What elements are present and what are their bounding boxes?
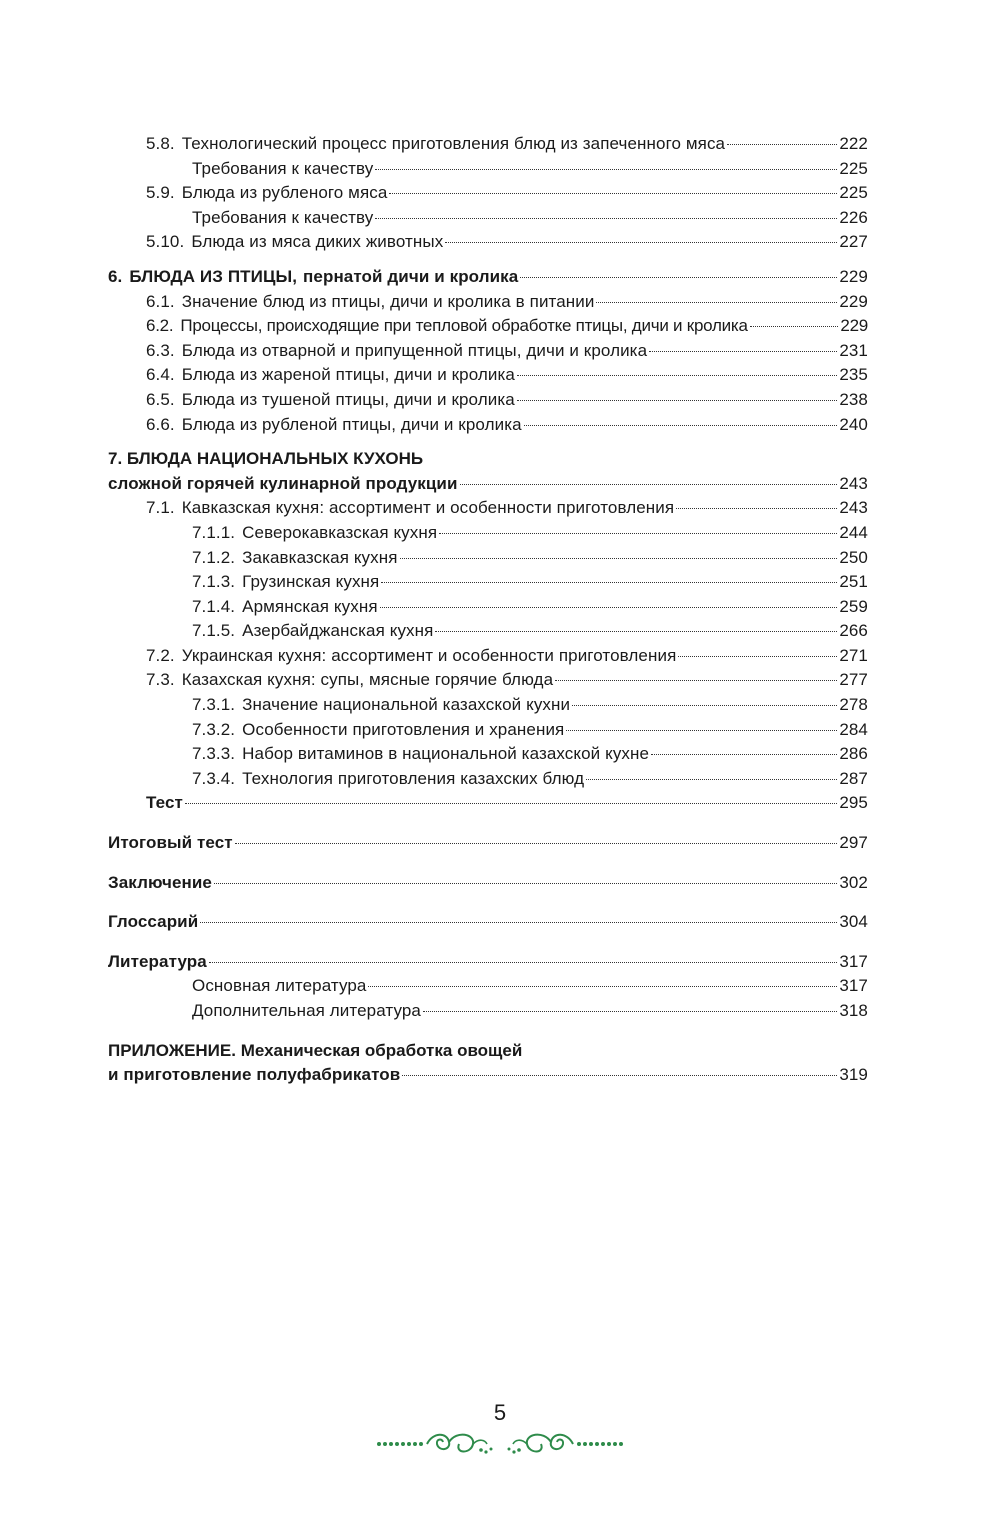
- entry-title: Литература: [108, 951, 207, 971]
- floral-ornament-icon: [375, 1428, 625, 1458]
- toc-entry-quality-requirements[interactable]: [108, 157, 868, 182]
- toc-entry-6-5[interactable]: [108, 388, 868, 413]
- entry-page: 251: [839, 572, 868, 592]
- dot-leader: [214, 883, 837, 884]
- toc-entry-6-2[interactable]: [108, 314, 868, 339]
- dot-leader: [400, 558, 838, 559]
- dot-leader: [517, 375, 837, 376]
- entry-number: 7.1.3.: [192, 572, 236, 592]
- entry-number: 5.8.: [146, 134, 175, 153]
- entry-page: 286: [839, 744, 868, 764]
- toc-entry-additional-literature[interactable]: [108, 999, 868, 1024]
- dot-leader: [445, 242, 837, 243]
- entry-title: Блюда из жареной птицы, дичи и кролика: [181, 365, 515, 385]
- toc-section-7-heading[interactable]: 7. БЛЮДА НАЦИОНАЛЬНЫХ КУХОНЬ: [108, 449, 424, 469]
- entry-page: 227: [839, 232, 868, 252]
- entry-page: 225: [839, 183, 868, 203]
- toc-entry-7-1-1[interactable]: [108, 521, 868, 546]
- entry-title: Блюда из отварной и припущенной птицы, дичи и кролика: [181, 340, 648, 360]
- entry-title: Блюда из рубленой птицы, дичи и кролика: [181, 414, 522, 434]
- entry-title: Значение национальной казахской кухни: [242, 695, 571, 715]
- toc-entry-6-1[interactable]: [108, 290, 868, 315]
- entry-page: 244: [839, 522, 868, 542]
- entry-number: 7.3.: [146, 670, 175, 690]
- dot-leader: [517, 400, 838, 401]
- toc-entry-6-4[interactable]: [108, 363, 868, 388]
- dot-leader: [524, 425, 838, 426]
- entry-page: 240: [839, 414, 868, 434]
- table-of-contents: [108, 132, 868, 1088]
- dot-leader: [439, 533, 837, 534]
- toc-entry-7-1-2[interactable]: [108, 546, 868, 571]
- entry-page: 229: [839, 266, 868, 286]
- dot-leader: [381, 582, 837, 583]
- toc-entry-7-3-1[interactable]: [108, 693, 868, 718]
- entry-page: 259: [839, 596, 868, 616]
- toc-entry-7-1-3[interactable]: [108, 570, 868, 595]
- entry-page: 277: [839, 670, 868, 690]
- toc-entry-5-8[interactable]: [108, 132, 868, 157]
- entry-page: 319: [839, 1065, 868, 1085]
- dot-leader: [185, 803, 837, 804]
- entry-number: 7.2.: [146, 645, 175, 665]
- section-number: 6.: [108, 266, 123, 286]
- entry-page: 226: [839, 207, 868, 227]
- entry-title: Блюда из мяса диких животных: [191, 232, 444, 252]
- toc-entry-7-3-3[interactable]: [108, 742, 868, 767]
- toc-entry-7-1-4[interactable]: [108, 595, 868, 620]
- dot-leader: [402, 1075, 837, 1076]
- toc-entry-6-6[interactable]: [108, 413, 868, 438]
- entry-number: 7.1.5.: [192, 621, 236, 641]
- toc-entry-final-test[interactable]: [108, 831, 868, 856]
- dot-leader: [423, 1011, 837, 1012]
- entry-page: 278: [839, 695, 868, 715]
- toc-entry-7-1-5[interactable]: [108, 619, 868, 644]
- entry-page: 317: [839, 951, 868, 971]
- entry-page: 317: [839, 976, 868, 996]
- entry-number: 6.6.: [146, 414, 175, 434]
- entry-number: 7.1.: [146, 498, 175, 518]
- entry-page: 295: [839, 793, 868, 813]
- toc-entry-5-9[interactable]: [108, 181, 868, 206]
- entry-page: 231: [839, 340, 868, 360]
- entry-page: 243: [839, 498, 868, 518]
- entry-page: 238: [839, 389, 868, 409]
- entry-title: Процессы, происходящие при тепловой обработке птицы, дичи и кролика: [180, 316, 748, 336]
- entry-number: 6.1.: [146, 291, 175, 311]
- dot-leader: [235, 843, 838, 844]
- dot-leader: [209, 962, 838, 963]
- dot-leader: [566, 730, 837, 731]
- entry-title: Северокавказская кухня: [242, 522, 438, 542]
- entry-number: 6.5.: [146, 389, 175, 409]
- dot-leader: [586, 779, 837, 780]
- entry-number: 7.3.4.: [192, 768, 236, 788]
- entry-number: 5.9.: [146, 183, 175, 203]
- page-footer: [0, 1400, 1000, 1458]
- toc-entry-conclusion[interactable]: [108, 871, 868, 896]
- entry-title: Тест: [146, 793, 183, 813]
- entry-number: 6.2.: [146, 316, 174, 336]
- dot-leader: [200, 922, 837, 923]
- dot-leader: [389, 193, 837, 194]
- toc-entry-literature[interactable]: [108, 950, 868, 975]
- entry-title: Требования к качеству: [192, 207, 374, 227]
- toc-entry-7-1[interactable]: [108, 496, 868, 521]
- section-title-rest: сложной горячей кулинарной продукции: [108, 473, 458, 493]
- entry-number: 7.3.3.: [192, 744, 236, 764]
- entry-number: 6.3.: [146, 340, 175, 360]
- entry-number: 7.1.2.: [192, 547, 236, 567]
- entry-number: 7.1.1.: [192, 522, 236, 542]
- dot-leader: [651, 754, 837, 755]
- entry-title: Значение блюд из птицы, дичи и кролика в питании: [181, 291, 595, 311]
- entry-page: 229: [840, 316, 868, 336]
- entry-page: 297: [839, 833, 868, 853]
- entry-page: 304: [839, 912, 868, 932]
- entry-page: 225: [839, 158, 868, 178]
- entry-title: Закавказская кухня: [242, 547, 398, 567]
- toc-entry-glossary[interactable]: [108, 910, 868, 935]
- dot-leader: [375, 169, 837, 170]
- dot-leader: [555, 680, 837, 681]
- toc-entry-6-3[interactable]: [108, 339, 868, 364]
- entry-page: 222: [839, 134, 868, 153]
- entry-title: Грузинская кухня: [242, 572, 380, 592]
- section-title-caps: БЛЮДА ИЗ ПТИЦЫ,: [129, 266, 298, 286]
- entry-number: 7.1.4.: [192, 596, 236, 616]
- entry-page: 229: [839, 291, 868, 311]
- toc-entry-main-literature[interactable]: [108, 974, 868, 999]
- entry-title: Заключение: [108, 872, 212, 892]
- toc-entry-5-10[interactable]: [108, 230, 868, 255]
- dot-leader: [460, 484, 838, 485]
- section-title-rest: пернатой дичи и кролика: [303, 266, 519, 286]
- entry-title: Казахская кухня: супы, мясные горячие блюда: [181, 670, 554, 690]
- entry-title: Технология приготовления казахских блюд: [242, 768, 585, 788]
- entry-page: 250: [839, 547, 868, 567]
- toc-entry-7-3[interactable]: [108, 668, 868, 693]
- dot-leader: [520, 277, 837, 278]
- entry-title: Набор витаминов в национальной казахской кухне: [242, 744, 650, 764]
- entry-page: 287: [839, 768, 868, 788]
- entry-page: 318: [839, 1001, 868, 1020]
- toc-entry-test[interactable]: [108, 791, 868, 816]
- dot-leader: [649, 351, 837, 352]
- dot-leader: [750, 326, 839, 327]
- toc-appendix-heading[interactable]: ПРИЛОЖЕНИЕ. Механическая обработка овощей: [108, 1040, 523, 1060]
- dot-leader: [676, 508, 837, 509]
- dot-leader: [572, 705, 837, 706]
- toc-section-6[interactable]: [108, 265, 868, 290]
- entry-page: 266: [839, 621, 868, 641]
- entry-page: 284: [839, 719, 868, 739]
- toc-section-7[interactable]: [108, 472, 868, 497]
- toc-entry-quality-requirements[interactable]: [108, 206, 868, 231]
- entry-number: 5.10.: [146, 232, 185, 252]
- entry-title: Блюда из тушеной птицы, дичи и кролика: [181, 389, 515, 409]
- entry-title: и приготовление полуфабрикатов: [108, 1065, 401, 1085]
- toc-entry-7-2[interactable]: [108, 644, 868, 669]
- entry-title: Армянская кухня: [242, 596, 378, 616]
- entry-page: 302: [839, 872, 868, 892]
- entry-title: Основная литература: [192, 976, 367, 996]
- entry-number: 6.4.: [146, 365, 175, 385]
- dot-leader: [380, 607, 838, 608]
- toc-entry-7-3-4[interactable]: [108, 767, 868, 792]
- entry-title: Блюда из рубленого мяса: [181, 183, 388, 203]
- entry-title: Особенности приготовления и хранения: [242, 719, 565, 739]
- page-number: 5: [493, 1400, 507, 1425]
- entry-title: Азербайджанская кухня: [242, 621, 434, 641]
- entry-page: 235: [839, 365, 868, 385]
- toc-entry-appendix[interactable]: [108, 1063, 868, 1088]
- dot-leader: [678, 656, 837, 657]
- entry-page: 243: [839, 473, 868, 493]
- entry-number: 7.3.2.: [192, 719, 236, 739]
- entry-title: Глоссарий: [108, 912, 199, 932]
- entry-title: Украинская кухня: ассортимент и особенности приготовления: [181, 645, 677, 665]
- dot-leader: [727, 144, 837, 145]
- dot-leader: [375, 218, 837, 219]
- toc-entry-7-3-2[interactable]: [108, 718, 868, 743]
- entry-title: Требования к качеству: [192, 158, 374, 178]
- dot-leader: [435, 631, 837, 632]
- dot-leader: [596, 302, 837, 303]
- entry-title: Технологический процесс приготовления блюд из запеченного мяса: [181, 134, 726, 153]
- entry-title: Итоговый тест: [108, 833, 233, 853]
- entry-number: 7.3.1.: [192, 695, 236, 715]
- entry-title: Дополнительная литература: [192, 1001, 421, 1020]
- entry-title: Кавказская кухня: ассортимент и особенности приготовления: [181, 498, 675, 518]
- dot-leader: [368, 986, 837, 987]
- entry-page: 271: [839, 645, 868, 665]
